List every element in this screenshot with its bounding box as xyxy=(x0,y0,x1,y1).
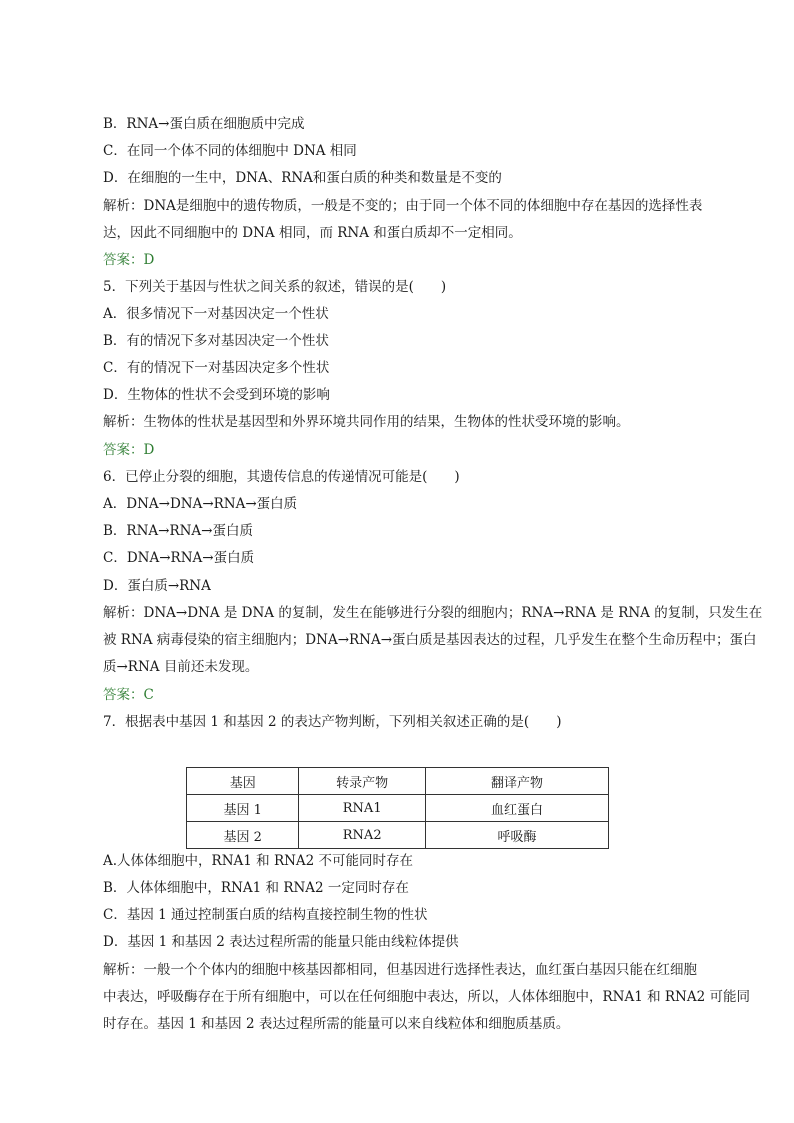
q4-analysis-line-1: 解析：DNA是细胞中的遗传物质，一般是不变的；由于同一个体不同的体细胞中存在基因的选择性表 xyxy=(103,198,703,214)
gene-expression-table xyxy=(186,767,609,849)
q4-option-d: D．在细胞的一生中，DNA、RNA和蛋白质的种类和数量是不变的 xyxy=(103,170,502,186)
q5-analysis-line-1: 解析：生物体的性状是基因型和外界环境共同作用的结果，生物体的性状受环境的影响。 xyxy=(103,414,630,430)
q6-analysis-line-1: 解析：DNA→DNA 是 DNA 的复制，发生在能够进行分裂的细胞内；RNA→RNA 是 RNA 的复制，只发生在 xyxy=(103,605,763,621)
table-header-row xyxy=(187,768,609,795)
table-cell: 呼吸酶 xyxy=(425,822,608,849)
q6-analysis-line-2: 被 RNA 病毒侵染的宿主细胞内；DNA→RNA→蛋白质是基因表达的过程，几乎发生在整个生命历程中；蛋白 xyxy=(103,632,757,648)
q4-option-b: B．RNA→蛋白质在细胞质中完成 xyxy=(103,116,305,132)
q5-answer: 答案：D xyxy=(103,442,155,458)
q4-analysis-line-2: 达，因此不同细胞中的 DNA 相同，而 RNA 和蛋白质却不一定相同。 xyxy=(103,225,522,241)
q5-stem: 5．下列关于基因与性状之间关系的叙述，错误的是( ) xyxy=(103,279,447,295)
table-cell: RNA1 xyxy=(299,795,426,822)
table-row xyxy=(187,822,609,849)
q6-option-a: A．DNA→DNA→RNA→蛋白质 xyxy=(103,496,298,512)
q7-option-d: D．基因 1 和基因 2 表达过程所需的能量只能由线粒体提供 xyxy=(103,934,459,950)
q6-stem: 6．已停止分裂的细胞，其遗传信息的传递情况可能是( ) xyxy=(103,469,460,485)
q6-option-d: D．蛋白质→RNA xyxy=(103,578,211,594)
q6-option-c: C．DNA→RNA→蛋白质 xyxy=(103,550,255,566)
q7-option-a: A.人体体细胞中，RNA1 和 RNA2 不可能同时存在 xyxy=(103,853,414,869)
q5-option-b: B．有的情况下多对基因决定一个性状 xyxy=(103,333,329,349)
table-cell: 血红蛋白 xyxy=(425,795,608,822)
q7-analysis-line-1: 解析：一般一个个体内的细胞中核基因都相同，但基因进行选择性表达，血红蛋白基因只能在红细胞 xyxy=(103,962,697,978)
table-header-cell: 基因 xyxy=(187,768,299,795)
table-cell: 基因 1 xyxy=(187,795,299,822)
q7-option-c: C．基因 1 通过控制蛋白质的结构直接控制生物的性状 xyxy=(103,907,428,923)
q4-option-c: C．在同一个体不同的体细胞中 DNA 相同 xyxy=(103,143,357,159)
q5-option-a: A．很多情况下一对基因决定一个性状 xyxy=(103,306,329,322)
table-header-cell: 转录产物 xyxy=(299,768,426,795)
q6-option-b: B．RNA→RNA→蛋白质 xyxy=(103,523,253,539)
q5-option-c: C．有的情况下一对基因决定多个性状 xyxy=(103,360,330,376)
q4-answer: 答案：D xyxy=(103,252,155,268)
q7-analysis-line-2: 中表达，呼吸酶存在于所有细胞中，可以在任何细胞中表达，所以，人体体细胞中，RNA1 和 RNA2 可能同 xyxy=(103,989,751,1005)
q7-analysis-line-3: 时存在。基因 1 和基因 2 表达过程所需的能量可以来自线粒体和细胞质基质。 xyxy=(103,1016,570,1032)
q6-answer: 答案：C xyxy=(103,687,154,703)
table-cell: RNA2 xyxy=(299,822,426,849)
q7-option-b: B．人体体细胞中，RNA1 和 RNA2 一定同时存在 xyxy=(103,880,409,896)
table-row xyxy=(187,795,609,822)
table-cell: 基因 2 xyxy=(187,822,299,849)
table-header-cell: 翻译产物 xyxy=(425,768,608,795)
q6-analysis-line-3: 质→RNA 目前还未发现。 xyxy=(103,659,259,675)
q5-option-d: D．生物体的性状不会受到环境的影响 xyxy=(103,387,330,403)
q7-stem: 7．根据表中基因 1 和基因 2 的表达产物判断，下列相关叙述正确的是( ) xyxy=(103,714,562,730)
